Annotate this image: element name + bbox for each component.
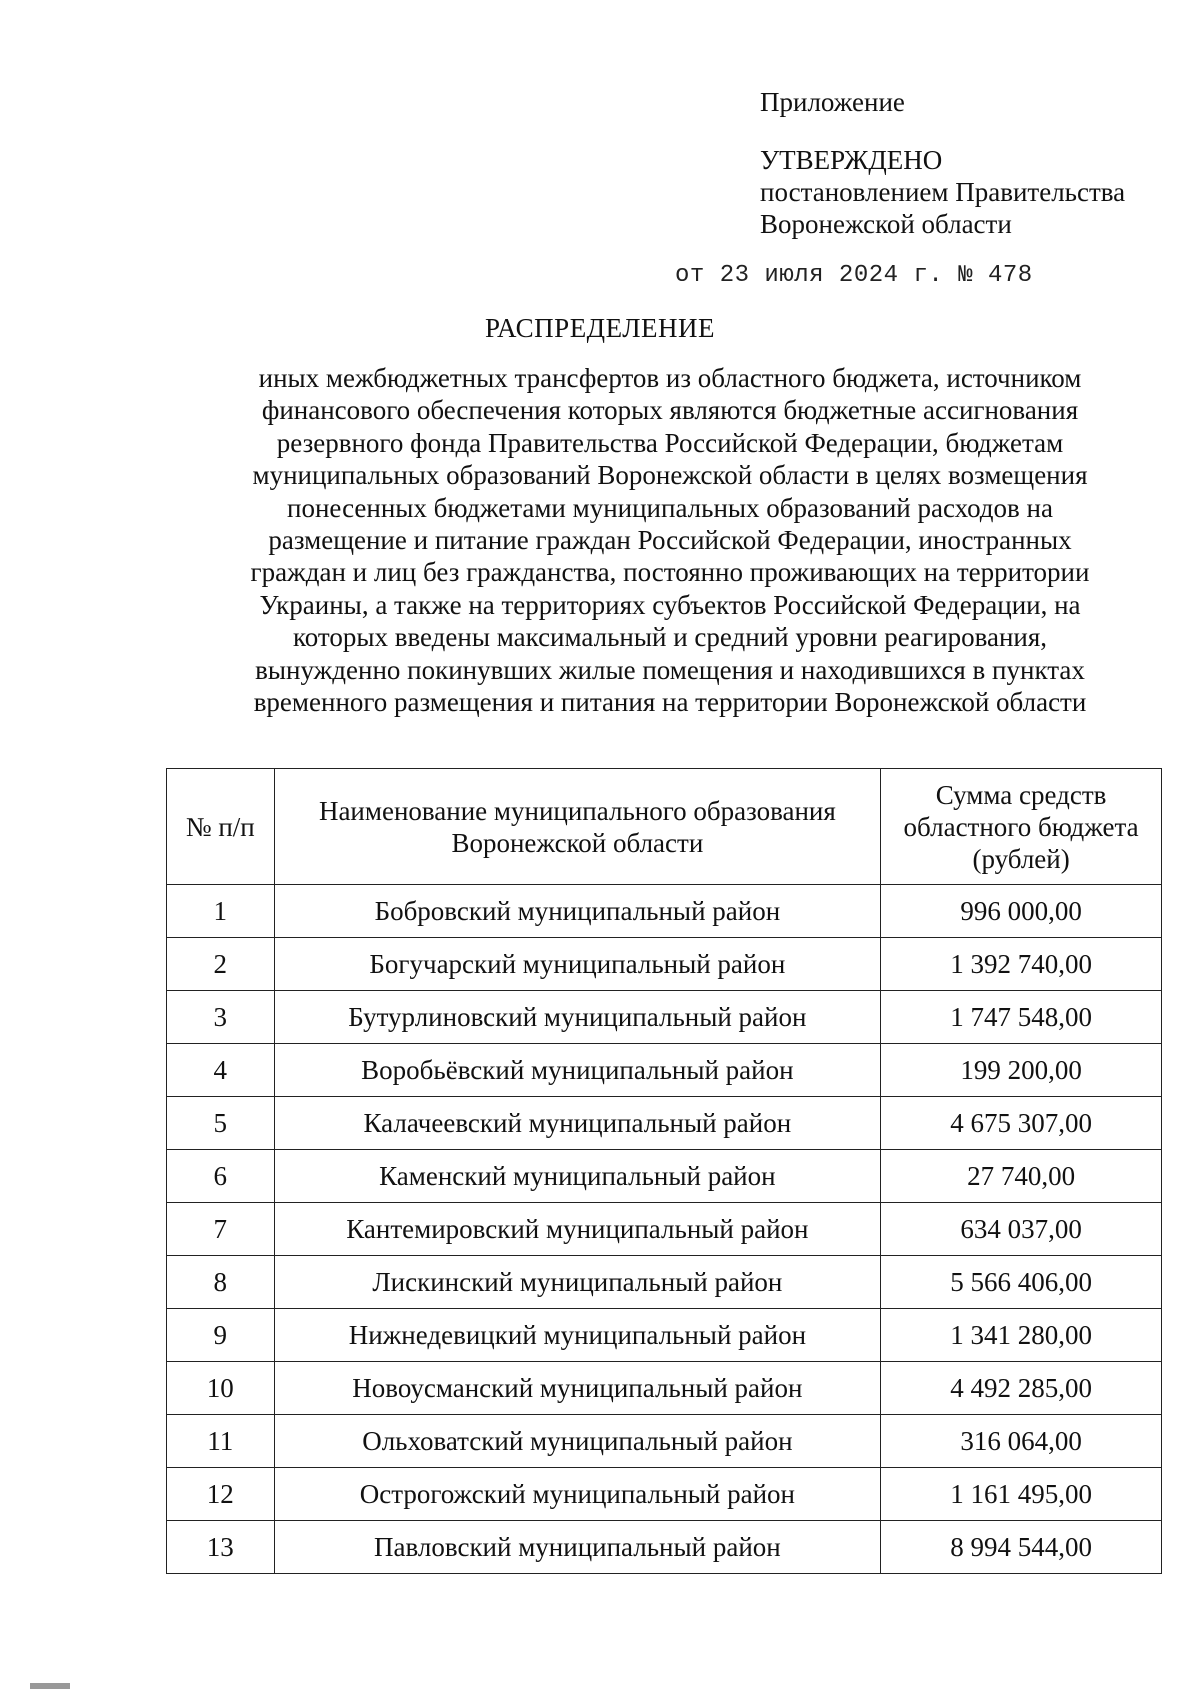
subtitle-line: временного размещения и питания на территории Воронежской области xyxy=(253,687,1087,718)
subtitle-line: Украины, а также на территориях субъектов Российской Федерации, на xyxy=(259,589,1081,620)
row-name: Острогожский муниципальный район xyxy=(274,1468,881,1521)
row-sum: 1 747 548,00 xyxy=(881,991,1162,1044)
table-row xyxy=(167,1044,1162,1097)
row-name: Калачеевский муниципальный район xyxy=(274,1097,881,1150)
table-header-row xyxy=(167,769,1162,885)
row-sum: 8 994 544,00 xyxy=(881,1521,1162,1574)
subtitle-line: вынужденно покинувших жилые помещения и находившихся в пунктах xyxy=(255,654,1085,685)
table-row xyxy=(167,1309,1162,1362)
subtitle-line: размещение и питание граждан Российской Федерации, иностранных xyxy=(268,525,1072,556)
table-row xyxy=(167,1150,1162,1203)
approved-by-line-1: постановлением Правительства xyxy=(760,177,1126,207)
row-num: 1 xyxy=(167,885,275,938)
row-name: Нижнедевицкий муниципальный район xyxy=(274,1309,881,1362)
row-name: Павловский муниципальный район xyxy=(274,1521,881,1574)
header-num: № п/п xyxy=(167,769,275,885)
header-name-line-1: Наименование муниципального образования xyxy=(318,795,836,826)
subtitle-line: понесенных бюджетами муниципальных образований расходов на xyxy=(287,492,1053,523)
row-name: Каменский муниципальный район xyxy=(274,1150,881,1203)
row-num: 4 xyxy=(167,1044,275,1097)
table-row xyxy=(167,1521,1162,1574)
subtitle-line: финансового обеспечения которых являются бюджетные ассигнования xyxy=(261,395,1079,426)
appendix-label: Приложение xyxy=(760,87,905,117)
header-sum-line-2: областного бюджета xyxy=(903,811,1139,842)
row-name: Новоусманский муниципальный район xyxy=(274,1362,881,1415)
row-name: Воробьёвский муниципальный район xyxy=(274,1044,881,1097)
row-num: 11 xyxy=(167,1415,275,1468)
row-name: Кантемировский муниципальный район xyxy=(274,1203,881,1256)
row-name: Ольховатский муниципальный район xyxy=(274,1415,881,1468)
document-subtitle xyxy=(200,362,1140,718)
row-sum: 199 200,00 xyxy=(881,1044,1162,1097)
distribution-table xyxy=(166,768,1162,1574)
row-name: Бобровский муниципальный район xyxy=(274,885,881,938)
approved-by-line-2: Воронежской области xyxy=(760,209,1012,239)
row-sum: 1 392 740,00 xyxy=(881,938,1162,991)
row-sum: 4 492 285,00 xyxy=(881,1362,1162,1415)
table-row xyxy=(167,1362,1162,1415)
row-num: 10 xyxy=(167,1362,275,1415)
table-row xyxy=(167,938,1162,991)
table-row xyxy=(167,1468,1162,1521)
header-sum-line-3: (рублей) xyxy=(972,843,1070,874)
table-row xyxy=(167,1203,1162,1256)
decree-date-stamp: от 23 июля 2024 г. № 478 xyxy=(675,262,1033,289)
row-sum: 4 675 307,00 xyxy=(881,1097,1162,1150)
row-num: 2 xyxy=(167,938,275,991)
row-num: 12 xyxy=(167,1468,275,1521)
table-row xyxy=(167,1097,1162,1150)
approval-block xyxy=(760,86,1180,240)
row-sum: 27 740,00 xyxy=(881,1150,1162,1203)
row-num: 9 xyxy=(167,1309,275,1362)
row-sum: 1 161 495,00 xyxy=(881,1468,1162,1521)
table-row xyxy=(167,1415,1162,1468)
table-row xyxy=(167,991,1162,1044)
row-sum: 5 566 406,00 xyxy=(881,1256,1162,1309)
header-name-line-2: Воронежской области xyxy=(451,827,704,858)
header-sum xyxy=(881,769,1162,885)
row-num: 3 xyxy=(167,991,275,1044)
row-sum: 316 064,00 xyxy=(881,1415,1162,1468)
row-num: 8 xyxy=(167,1256,275,1309)
subtitle-line: граждан и лиц без гражданства, постоянно проживающих на территории xyxy=(250,557,1090,588)
header-sum-line-1: Сумма средств xyxy=(935,779,1107,810)
row-num: 7 xyxy=(167,1203,275,1256)
subtitle-line: которых введены максимальный и средний уровни реагирования, xyxy=(292,622,1048,653)
table-row xyxy=(167,1256,1162,1309)
row-name: Богучарский муниципальный район xyxy=(274,938,881,991)
document-title: РАСПРЕДЕЛЕНИЕ xyxy=(484,313,716,343)
header-name xyxy=(274,769,881,885)
subtitle-line: муниципальных образований Воронежской области в целях возмещения xyxy=(252,460,1088,491)
row-name: Бутурлиновский муниципальный район xyxy=(274,991,881,1044)
table-row xyxy=(167,885,1162,938)
row-sum: 996 000,00 xyxy=(881,885,1162,938)
row-sum: 634 037,00 xyxy=(881,1203,1162,1256)
scan-artifact xyxy=(30,1683,70,1689)
subtitle-line: резервного фонда Правительства Российской Федерации, бюджетам xyxy=(276,427,1064,458)
approved-label: УТВЕРЖДЕНО xyxy=(760,145,943,175)
row-num: 6 xyxy=(167,1150,275,1203)
row-sum: 1 341 280,00 xyxy=(881,1309,1162,1362)
row-num: 13 xyxy=(167,1521,275,1574)
row-name: Лискинский муниципальный район xyxy=(274,1256,881,1309)
subtitle-line: иных межбюджетных трансфертов из областного бюджета, источником xyxy=(258,363,1082,393)
row-num: 5 xyxy=(167,1097,275,1150)
